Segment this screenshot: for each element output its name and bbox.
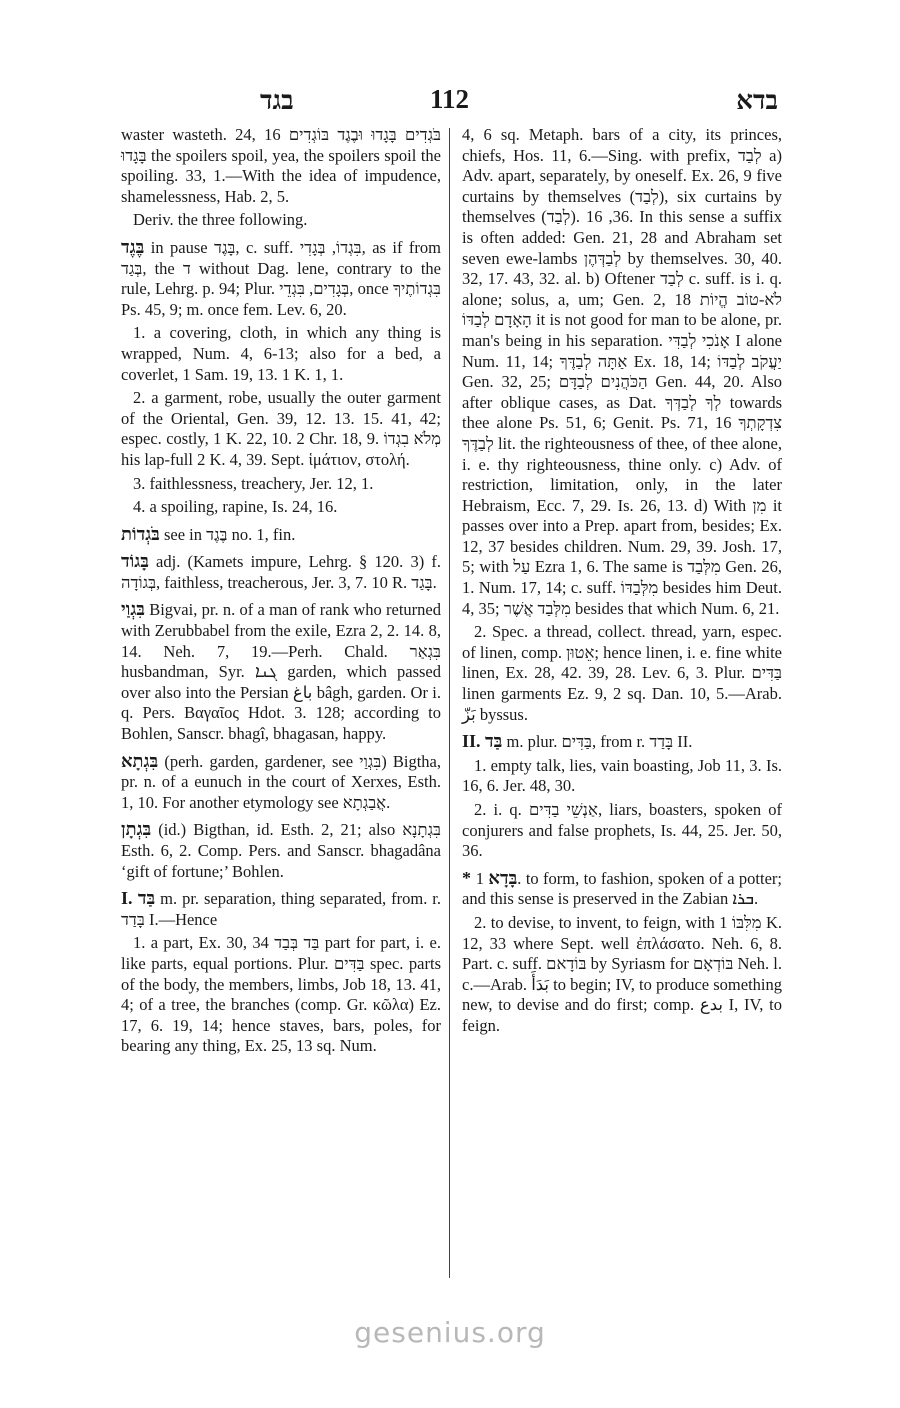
paragraph: 2. to devise, to invent, to feign, with מִלִּבּוֹ 1 K. 12, 33 where Sept. well ἐπλάσατο. Neh. 6, 8. Part. c. suff. בּוֹדָאם by Syriasm for בּוֹדְאָם Neh. l. c.—Arab. بَدَأَ to begin; IV, to produce something new, to devise and do first; comp. بدع I, IV, to feign. [462, 912, 783, 1035]
header-left-word: בגד [260, 86, 294, 115]
paragraph: 4. a spoiling, rapine, Is. 24, 16. [133, 497, 338, 517]
paragraph: 1. a covering, cloth, in which any thing is wrapped, Num. 4, 6-13; also for a bed, a coverlet, 1 Sam. 19, 13. 1 K. 1, 1. [121, 323, 441, 384]
column-divider [449, 128, 450, 1278]
dictionary-entry [121, 888, 441, 930]
paragraph: 2. a garment, robe, usually the outer garment of the Oriental, Gen. 39, 12. 13. 15. 41, 42; espec. costly, 1 K. 22, 10. 2 Chr. 18, 9. מְלֹא בִגְדוֹ his lap-full 2 K. 4, 39. Sept. ἱμάτιον, στολή. [121, 388, 441, 469]
entry-headword: בָּגוֹד [121, 551, 149, 572]
page-number: 112 [430, 84, 470, 114]
right-column [462, 125, 782, 1040]
entry-text: m. plur. בַּדִּים, from r. בָּדַד II. [502, 732, 693, 752]
dictionary-entry [121, 524, 441, 546]
entry-text: 1. to form, to fashion, spoken of a potter; and this sense is preserved in the Zabian ܒܪܐ. [462, 868, 782, 909]
dictionary-entry [462, 868, 782, 910]
entry-text: (id.) Bigthan, id. Esth. 2, 21; also בִּגְתָנָא Esth. 6, 2. Comp. Pers. and Sanscr. bhagadâna ‘gift of fortune;’ Bohlen. [121, 820, 441, 881]
paragraph: 3. faithlessness, treachery, Jer. 12, 1. [133, 473, 374, 493]
paragraph: 4, 6 sq. Metaph. bars of a city, its princes, chiefs, Hos. 11, 6.—Sing. with prefix, לְבַד a) Adv. apart, separately, by oneself. Ex. 26, 9 five curtains by themselves (לְבַד), six curtains by themselves (לְבַד). 36, 16. In this sense a suffix is often added: Gen. 21, 28 and Abraham set seven ewe-lambs לְבַדְּהֶן by themselves. 30, 40. 32, 17. 43, 32. al. b) Oftener לְבַד c. suff. is i. q. alone; solus, a, um; Gen. 2, 18 לֹא-טוֹב הֱיוֹת הָאָדָם לְבַדּוֹ it is not good for man to be alone, pr. man's being in his separation. אָנֹכִי לְבַדִּי I alone Num. 11, 14; אַתָּה לְבַדֶּךָ Ex. 18, 14; יַעֲקֹב לְבַדּוֹ Gen. 32, 25; הַכֹּהֲנִים לְבַדָּם Gen. 44, 20. Also after oblique cases, as Dat. לְךָ לְבַדְּךָ towards thee alone Ps. 51, 6; Genit. Ps. 71, 16 צִדְקָתְךָ לְבַדֶּךָ lit. the righteousness of thee, of thee alone, i. e. thy righteousness, thine only. c) Adv. of restriction, limitation, only, in the later Hebraism, Ecc. 7, 29. Is. 26, 13. d) With מִן it passes over into a Prep. apart from, besides; Ex. 12, 37 besides children. Num. 29, 39. Josh. 17, 5; with עַל Ezra 1, 6. The same is מִלְּבַד Gen. 26, 1. Num. 17, 14; c. suff. מִלְּבַדּוֹ besides him Deut. 4, 35; מִלְּבַד אֲשֶׁר besides that which Num. 6, 21. [462, 125, 783, 618]
dictionary-entry [121, 237, 441, 320]
left-column [121, 125, 441, 1060]
dictionary-entry [462, 731, 782, 753]
entry-headword: בִּגְתָא [121, 750, 159, 771]
paragraph: 2. i. q. אַנְשֵׁי בַדִּים, liars, boasters, spoken of conjurers and false prophets, Is. 44, 25. Jer. 50, 36. [462, 800, 782, 861]
dictionary-entry [121, 599, 441, 744]
entry-text: in pause בָּגֶד, c. suff. בִּגְדוֹ, בְּגָדִי, as if from בְּגַד, the ד without Dag. lene, contrary to the rule, Lehrg. p. 94; Plur. בְּגָדִים, בִּגְדֵי, once בִּגְדוֹתֶיךָ Ps. 45, 9; m. once fem. Lev. 6, 20. [121, 237, 441, 319]
paragraph: Deriv. the three following. [133, 210, 308, 230]
entry-headword: בִּגְתָן [121, 819, 152, 840]
page-header [120, 84, 780, 118]
entry-text: m. pr. separation, thing separated, from. r. בָּדַד I.—Hence [121, 889, 441, 929]
entry-text: Bigvai, pr. n. of a man of rank who returned with Zerubbabel from the exile, Ezra 2, 2. 14. 8, 14. Neh. 7, 19.—Perh. Chald. בִּגְאַר husbandman, Syr. ܓܢܐ garden, which passed over also into the Persian باغ bâgh, garden. Or i. q. Pers. Βαγαῖος Hdot. 3. 128; according to Bohlen, Sanscr. bhagî, bhagasan, happy. [121, 600, 441, 744]
entry-headword: בִּגְוַי [121, 599, 145, 620]
entry-headword: * בָּדָא [462, 867, 518, 888]
entry-headword: II. בַּד [462, 731, 503, 752]
paragraph: 1. empty talk, lies, vain boasting, Job 11, 3. Is. 16, 6. Jer. 48, 30. [462, 755, 782, 796]
dictionary-entry [121, 551, 441, 593]
entry-headword: I. בַּד [121, 888, 156, 909]
paragraph: 1. a part, Ex. 30, 34 בַּד בְּבַד part for part, i. e. like parts, equal portions. Plur. בַּדִּים spec. parts of the body, the members, limbs, Job 18, 13. 41, 4; of a tree, the branches (comp. Gr. κῶλα) Ez. 17, 6. 19, 14; hence staves, bars, poles, for bearing any thing, Ex. 25, 13 sq. Num. [121, 933, 441, 1056]
dictionary-entry [121, 751, 441, 814]
paragraph: 2. Spec. a thread, collect. thread, yarn, espec. of linen, comp. אֵטוּן; hence linen, i. e. fine white linen, Ex. 28, 42. 39, 28. Lev. 6, 3. Plur. בַּדִּים linen garments Ez. 9, 2 sq. Dan. 10, 5.—Arab. بَزّ byssus. [462, 622, 782, 724]
header-right-word: בדא [736, 86, 778, 115]
entry-text: see in בֶּגֶד no. 1, fin. [159, 524, 296, 544]
entry-text: adj. (Kamets impure, Lehrg. § 120. 3) f. בְּגוֹדָה, faithless, treacherous, Jer. 3, 7. 10 R. בָּגַד. [121, 552, 441, 592]
entry-headword: בֹּגְדוֹת [121, 523, 160, 544]
entry-headword: בֶּגֶד [121, 236, 145, 257]
entry-text: (perh. garden, gardener, see בִּגְוַי) Bigtha, pr. n. of a eunuch in the court of Xerxes, Esth. 1, 10. For another etymology see אֲבַגְתָא. [121, 751, 441, 812]
dictionary-entry [121, 819, 441, 882]
watermark: gesenius.org [354, 1316, 546, 1349]
paragraph: waster wasteth. 24, 16 בֹּגְדִים בָּגָדוּ וּבֶגֶד בּוֹגְדִים בָּגָדוּ the spoilers spoil, yea, the spoilers spoil the spoiling. 33, 1.—With the idea of impudence, shamelessness, Hab. 2, 5. [121, 125, 442, 206]
